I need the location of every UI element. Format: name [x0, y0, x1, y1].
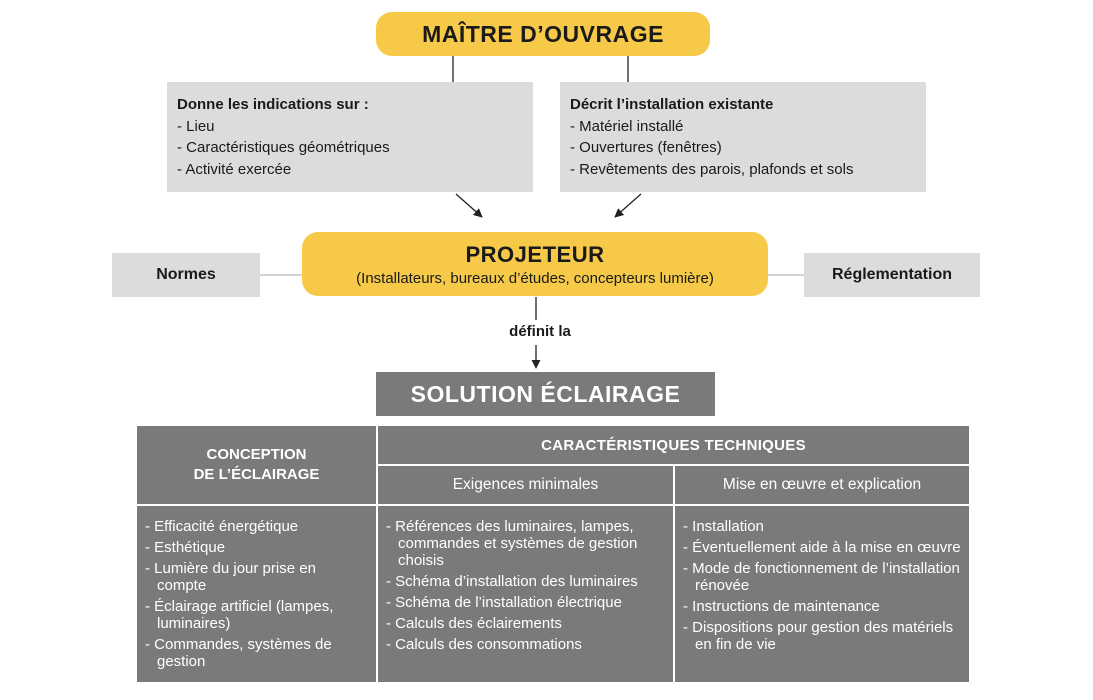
arrow-left-to-projeteur	[456, 194, 482, 217]
maitre-ouvrage-box	[376, 12, 710, 56]
list-item: - Instructions de maintenance	[683, 598, 880, 615]
list-item: - Esthétique	[145, 539, 226, 556]
indications-item: - Caractéristiques géométriques	[177, 139, 390, 156]
normes-box	[112, 253, 260, 297]
installation-item: - Matériel installé	[570, 117, 684, 135]
mise-en-oeuvre-label: Mise en œuvre et explication	[722, 476, 922, 493]
indications-heading: Donne les indications sur :	[177, 96, 369, 113]
list-item: - Dispositions pour gestion des matériels en fin de vie	[683, 619, 954, 653]
exigences-label: Exigences minimales	[452, 476, 599, 493]
mise-en-oeuvre-column	[673, 504, 969, 682]
reglementation-box	[804, 253, 980, 297]
list-item: - Efficacité énergétique	[145, 518, 299, 535]
list-item: - Mode de fonctionnement de l’installation rénovée	[683, 560, 960, 594]
list-item: - Schéma d’installation des luminaires	[386, 573, 638, 590]
list-item: - Références des luminaires, lampes, commandes et systèmes de gestion choisis	[386, 518, 638, 569]
list-item: - Éclairage artificiel (lampes, luminaires)	[145, 598, 334, 632]
installation-existante-box	[560, 82, 926, 192]
indications-box	[167, 82, 533, 192]
caracteristiques-header	[376, 426, 969, 464]
conception-line: DE L’ÉCLAIRAGE	[193, 466, 320, 483]
conception-column	[137, 504, 376, 682]
projeteur-title: PROJETEUR	[465, 241, 605, 267]
definit-label: définit la	[509, 323, 571, 340]
projeteur-box	[302, 232, 768, 296]
indications-item: - Lieu	[177, 117, 215, 135]
list-item: - Éventuellement aide à la mise en œuvre	[683, 539, 961, 556]
list-item: - Calculs des éclairements	[386, 615, 562, 632]
installation-item: - Revêtements des parois, plafonds et sols	[570, 160, 854, 178]
arrow-right-to-projeteur	[615, 194, 641, 217]
conception-line: CONCEPTION	[206, 446, 307, 463]
exigences-header	[376, 464, 673, 504]
exigences-column	[376, 504, 673, 682]
solution-title: SOLUTION ÉCLAIRAGE	[410, 380, 681, 407]
list-item: - Installation	[683, 518, 764, 535]
list-item: - Calculs des consommations	[386, 636, 582, 653]
list-item: - Commandes, systèmes de gestion	[145, 636, 332, 670]
list-item: - Schéma de l’installation électrique	[386, 594, 622, 611]
solution-eclairage-box	[376, 372, 715, 416]
installation-item: - Ouvertures (fenêtres)	[570, 139, 722, 156]
mise-en-oeuvre-header	[673, 464, 969, 504]
list-item: - Lumière du jour prise en compte	[145, 560, 316, 594]
normes-label: Normes	[156, 266, 216, 283]
reglementation-label: Réglementation	[831, 266, 952, 283]
projeteur-subtitle: (Installateurs, bureaux d’études, concepteurs lumière)	[356, 269, 714, 287]
indications-item: - Activité exercée	[177, 160, 292, 178]
caracteristiques-label: CARACTÉRISTIQUES TECHNIQUES	[541, 436, 806, 454]
maitre-ouvrage-title: MAÎTRE D’OUVRAGE	[422, 20, 664, 47]
conception-header	[137, 426, 376, 504]
installation-heading: Décrit l’installation existante	[570, 96, 774, 113]
